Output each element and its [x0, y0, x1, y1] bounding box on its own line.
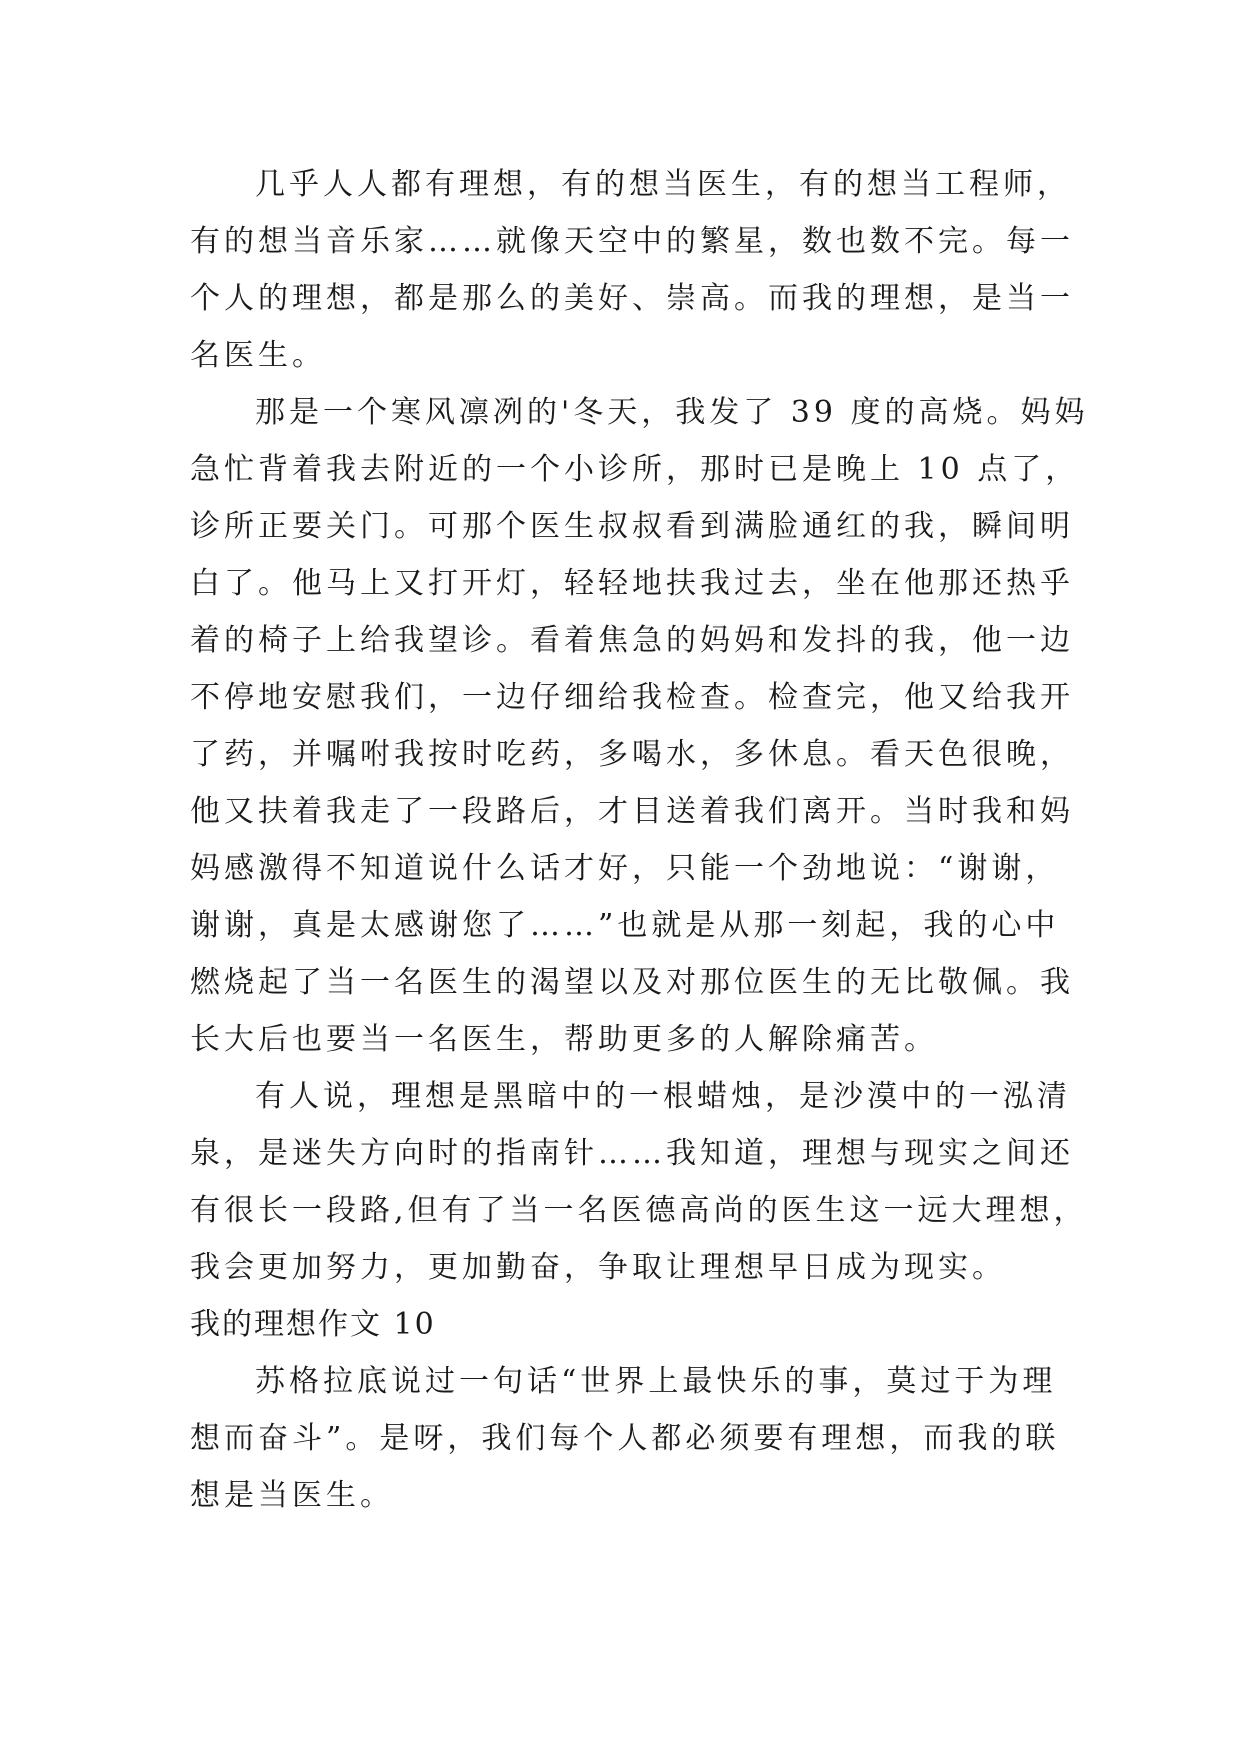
paragraph-4-line-1: 苏格拉底说过一句话“世界上最快乐的事，莫过于为理 [255, 1364, 1057, 1399]
paragraph-3-line-2: 泉，是迷失方向时的指南针……我知道，理想与现实之间还 [190, 1136, 1074, 1171]
paragraph-2-line-9: 妈感激得不知道说什么话才好，只能一个劲地说：“谢谢， [190, 851, 1060, 886]
paragraph-4-line-3: 想是当医生。 [190, 1478, 394, 1513]
paragraph-3-line-4: 我会更加努力，更加勤奋，争取让理想早日成为现实。 [190, 1250, 1006, 1285]
paragraph-2-line-3: 诊所正要关门。可那个医生叔叔看到满脸通红的我，瞬间明 [190, 509, 1074, 544]
paragraph-2-line-8: 他又扶着我走了一段路后，才目送着我们离开。当时我和妈 [190, 794, 1074, 829]
paragraph-1-line-2: 有的想当音乐家……就像天空中的繁星，数也数不完。每一 [190, 224, 1074, 259]
paragraph-2-line-7: 了药，并嘱咐我按时吃药，多喝水，多休息。看天色很晚， [190, 737, 1074, 772]
paragraph-2-line-2: 急忙背着我去附近的一个小诊所，那时已是晚上 10 点了， [190, 452, 1080, 487]
paragraph-2-line-5: 着的椅子上给我望诊。看着焦急的妈妈和发抖的我，他一边 [190, 623, 1074, 658]
paragraph-2-line-12: 长大后也要当一名医生，帮助更多的人解除痛苦。 [190, 1022, 938, 1057]
paragraph-2-line-6: 不停地安慰我们，一边仔细给我检查。检查完，他又给我开 [190, 680, 1074, 715]
paragraph-4-line-2: 想而奋斗”。是呀，我们每个人都必须要有理想，而我的联 [190, 1421, 1060, 1456]
paragraph-2-line-11: 燃烧起了当一名医生的渴望以及对那位医生的无比敬佩。我 [190, 965, 1074, 1000]
paragraph-2-line-10: 谢谢，真是太感谢您了……”也就是从那一刻起，我的心中 [190, 908, 1060, 943]
paragraph-3-line-1: 有人说，理想是黑暗中的一根蜡烛，是沙漠中的一泓清 [255, 1079, 1071, 1114]
section-heading: 我的理想作文 10 [190, 1307, 436, 1342]
paragraph-3-line-3: 有很长一段路,但有了当一名医德高尚的医生这一远大理想， [190, 1193, 1088, 1228]
paragraph-2-line-4: 白了。他马上又打开灯，轻轻地扶我过去，坐在他那还热乎 [190, 566, 1074, 601]
paragraph-1-line-3: 个人的理想，都是那么的美好、崇高。而我的理想，是当一 [190, 281, 1074, 316]
paragraph-1-line-1: 几乎人人都有理想，有的想当医生，有的想当工程师， [255, 167, 1071, 202]
paragraph-1-line-4: 名医生。 [190, 338, 326, 373]
paragraph-2-line-1: 那是一个寒风凛冽的'冬天，我发了 39 度的高烧。妈妈 [255, 395, 1089, 430]
